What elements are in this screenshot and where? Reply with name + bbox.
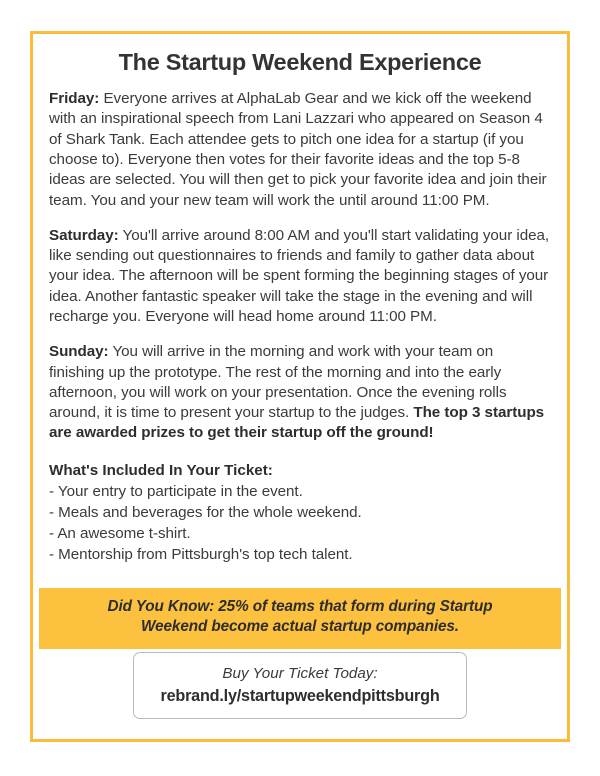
day-label-friday: Friday: xyxy=(49,90,100,108)
list-item: - Your entry to participate in the event. xyxy=(49,483,303,501)
whats-included-list xyxy=(49,482,551,565)
did-you-know-label: Did You Know xyxy=(107,598,210,615)
day-text-saturday: You'll arrive around 8:00 AM and you'll start validating your idea, like sending out questionnaires to friends and family to gather data about your idea. The afternoon will be spent forming the beginning stages of your idea. Another fantastic speaker will take the stage in the evening and will recharge you. Everyone will head home around 11:00 PM. xyxy=(49,226,550,325)
list-item: - An awesome t-shirt. xyxy=(49,524,191,542)
ticket-url-link[interactable]: rebrand.ly/startupweekendpittsburgh xyxy=(160,687,440,706)
did-you-know-text xyxy=(108,598,493,635)
day-text-sunday: You will arrive in the morning and work with your team on finishing up the prototype. The rest of the morning and into the early afternoon, you will work on your presentation. Once the evening rolls around, it is time to present your startup to the judges. xyxy=(49,343,507,422)
did-you-know-banner xyxy=(39,588,561,649)
schedule-paragraph-friday xyxy=(49,89,551,211)
page-title: The Startup Weekend Experience xyxy=(118,49,482,75)
day-text-sunday-emphasis: The top 3 startups are awarded prizes to get their startup off the ground! xyxy=(49,404,545,442)
list-item: - Meals and beverages for the whole weekend. xyxy=(49,504,362,522)
schedule-paragraph-sunday xyxy=(49,342,551,443)
day-label-saturday: Saturday: xyxy=(49,226,119,244)
buy-ticket-label: Buy Your Ticket Today: xyxy=(222,665,378,682)
buy-ticket-box[interactable] xyxy=(133,652,467,719)
whats-included-heading: What's Included In Your Ticket: xyxy=(49,461,273,479)
day-label-sunday: Sunday: xyxy=(49,343,109,361)
did-you-know-body: : 25% of teams that form during Startup Weekend become actual startup companies. xyxy=(141,598,493,636)
whats-included-section xyxy=(49,461,551,566)
schedule-paragraph-saturday xyxy=(49,226,551,327)
flyer-card xyxy=(30,31,570,742)
flyer-content xyxy=(33,34,567,566)
day-text-friday: Everyone arrives at AlphaLab Gear and we kick off the weekend with an inspirational speech from Lani Lazzari who appeared on Season 4 of Shark Tank. Each attendee gets to pitch one idea for a startup (if you choose to). Everyone then votes for their favorite ideas and the top 5-8 ideas are selected. You will then get to pick your favorite idea and join their team. You and your new team will work the until around 11:00 PM. xyxy=(49,90,547,209)
list-item: - Mentorship from Pittsburgh's top tech talent. xyxy=(49,545,353,563)
